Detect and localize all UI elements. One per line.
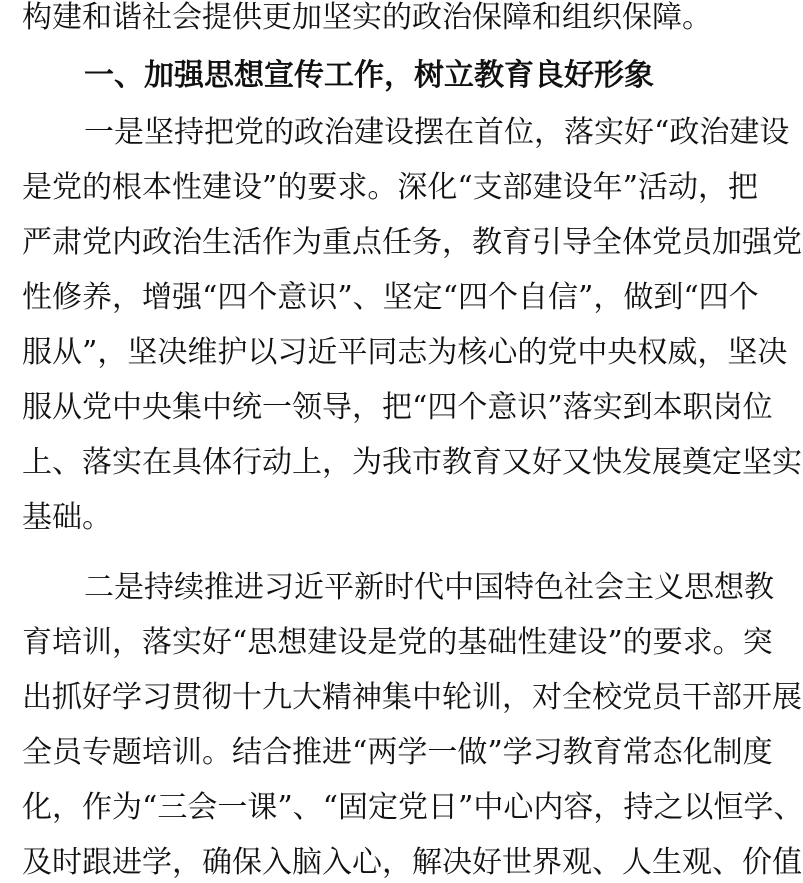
paragraph-line: 基础。 [22,500,112,535]
paragraph-line: 一是坚持把党的政治建设摆在首位，落实好“政治建设 [84,115,790,150]
paragraph-line: 育培训，落实好“思想建设是党的基础性建设”的要求。突 [22,625,773,660]
section-heading: 一、加强思想宣传工作，树立教育良好形象 [84,58,654,93]
paragraph-line: 及时跟进学，确保入脑入心，解决好世界观、人生观、价值 [22,845,802,880]
intro-line: 构建和谐社会提供更加坚实的政治保障和组织保障。 [22,0,712,35]
paragraph-line: 出抓好学习贯彻十九大精神集中轮训，对全校党员干部开展 [22,680,802,715]
paragraph-line: 严肃党内政治生活作为重点任务，教育引导全体党员加强党 [22,225,802,260]
paragraph-line: 服从党中央集中统一领导，把“四个意识”落实到本职岗位 [22,390,773,425]
paragraph-line: 二是持续推进习近平新时代中国特色社会主义思想教 [84,570,774,605]
paragraph-line: 性修养，增强“四个意识”、坚定“四个自信”，做到“四个 [22,280,759,315]
paragraph-line: 化，作为“三会一课”、“固定党日”中心内容，持之以恒学、 [22,790,803,825]
paragraph-line: 是党的根本性建设”的要求。深化“支部建设年”活动，把 [22,170,759,205]
paragraph-line: 全员专题培训。结合推进“两学一做”学习教育常态化制度 [22,735,773,770]
paragraph-line: 上、落实在具体行动上，为我市教育又好又快发展奠定坚实 [22,445,802,480]
paragraph-line: 服从”，坚决维护以习近平同志为核心的党中央权威，坚决 [22,335,788,370]
